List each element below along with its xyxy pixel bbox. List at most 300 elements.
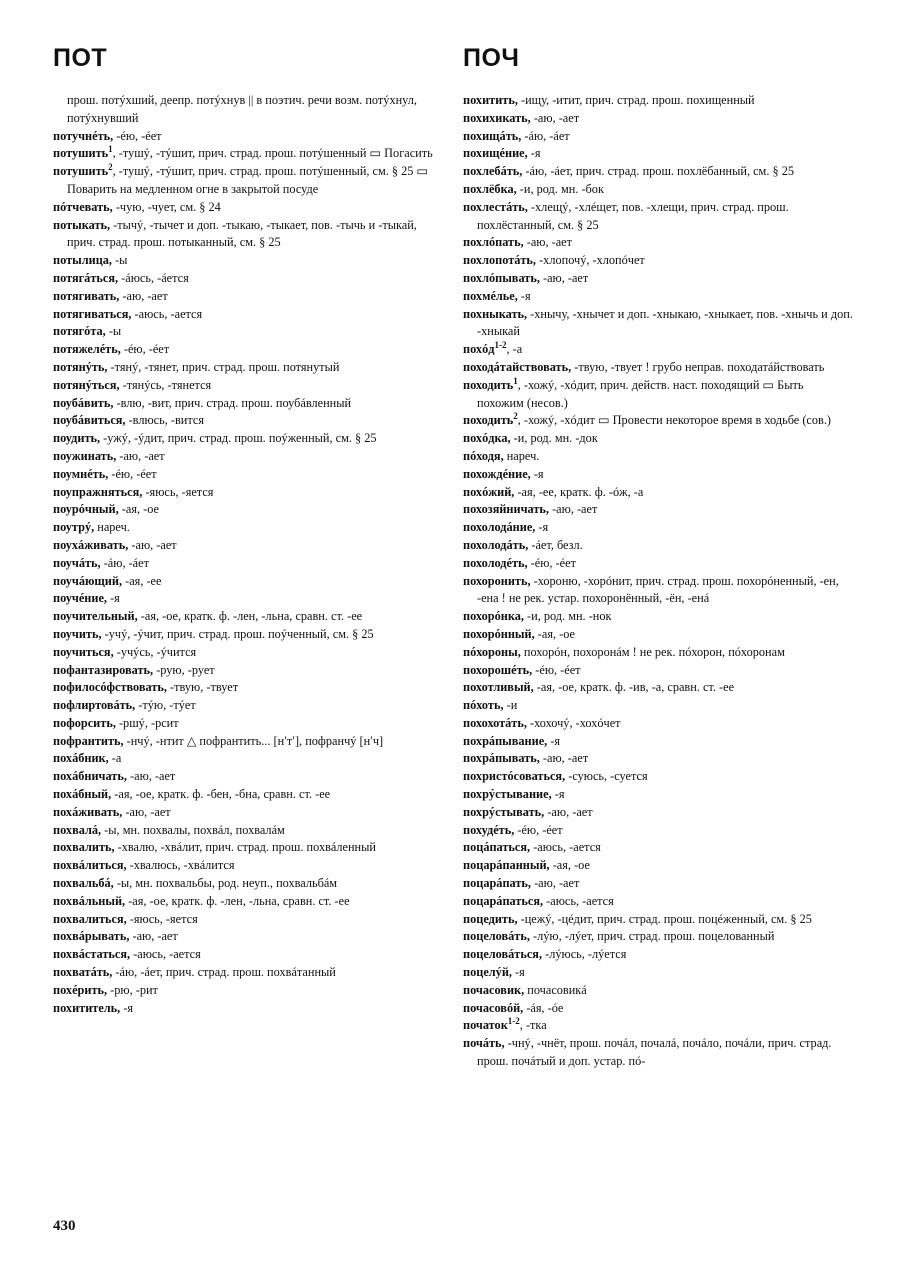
entry-body: -и [503,698,518,713]
dictionary-entry [463,92,853,110]
entry-body: -учý, -ýчит, прич. страд. прош. поýченный, см. § 25 [101,626,374,641]
page-number: 430 [53,1218,76,1234]
entry-headword: похмéлье, [463,288,518,303]
entry-body: -ая, -ое [118,502,159,517]
entry-body: -аю, -ает [549,502,598,517]
entry-body: -ая, -ое, кратк. ф. -лен, -льна, сравн. ст. -ее [137,609,363,624]
dictionary-entry [463,1017,853,1035]
entry-headword: пофорсить, [53,715,116,730]
entry-headword: поцеловáться, [463,947,543,962]
dictionary-entry [53,359,443,377]
entry-headword: потягóта, [53,324,106,339]
entry-headword: похолодáние, [463,520,536,535]
entry-body: -я [551,787,565,802]
entry-headword: похóдка, [463,431,511,446]
entry-headword: похититель, [53,1000,121,1015]
entry-body: -хвалю, -хвáлит, прич. страд. прош. похвáленный [114,840,376,855]
dictionary-entry [463,270,853,288]
homonym-number: 1-2 [494,340,507,351]
entry-body: -рю, -рит [107,982,158,997]
dictionary-entry [463,199,853,235]
entry-body: -ая, -ое [549,858,590,873]
entry-body: -аюсь, -ается [543,893,614,908]
dictionary-entry [53,306,443,324]
entry-headword: походáтайствовать, [463,359,572,374]
entry-body: -ужý, -ýдит, прич. страд. прош. поýженный, см. § 25 [100,431,377,446]
entry-headword: поухáживать, [53,537,129,552]
entry-body: -áю, -áет [100,555,149,570]
entry-body: -я [107,591,120,606]
entry-body: -áюсь, -áется [118,270,189,285]
entry-headword: похлóпывать, [463,270,540,285]
entry-body: -áю, -áет [521,128,570,143]
homonym-number: 2 [108,162,113,173]
entry-body: -аю, -ает [544,804,593,819]
dictionary-entry [53,199,443,217]
dictionary-entry [463,946,853,964]
entry-body: похорóн, похоронáм ! не рек. пóхорон, пóхоронам [520,644,785,659]
dictionary-entry [463,715,853,733]
entry-headword: поцедить, [463,911,518,926]
entry-headword: похристóсоваться, [463,769,566,784]
dictionary-entry [53,839,443,857]
entry-headword: поутрý, [53,520,95,535]
entry-body: -тычý, -тычет и доп. -тыкаю, -тыкает, пов. -тычь и -тыкай, прич. страд. прош. потыканный, см. § 25 [67,217,417,250]
entry-body: -аю, -ает [122,804,171,819]
entry-body: -аю, -ает [116,448,165,463]
entry-body: -аю, -ает [539,751,589,766]
right-column [463,92,853,1071]
dictionary-entry [53,519,443,537]
entry-body: -учýсь, -ýчится [113,644,197,659]
entry-headword: пóходя, [463,448,504,463]
entry-headword: похвалиться, [53,911,127,926]
entry-headword: похлебáть, [463,164,523,179]
entry-body: -áю, -áет, прич. страд. прош. похлёбанный, см. § 25 [522,164,795,179]
entry-body: , -хожý, -хóдит, прич. действ. наст. походящий ▭ Быть похожим (несов.) [477,377,804,410]
entry-headword: почасовик, [463,982,525,997]
homonym-number: 1 [513,375,518,386]
dictionary-entry [463,501,853,519]
entry-body: -лýю, -лýет, прич. страд. прош. поцелованный [529,929,775,944]
entry-body: -тянý, -тянет, прич. страд. прош. потянутый [107,359,340,374]
entry-headword: походить [463,413,514,428]
entry-headword: похвальбá, [53,876,114,891]
dictionary-entry [463,626,853,644]
entry-headword: похлопотáть, [463,253,537,268]
entry-body: -аюсь, -ается [131,306,203,321]
dictionary-entry [53,252,443,270]
dictionary-entry [53,644,443,662]
entry-body: -влю, -вит, прич. страд. прош. поубáвленный [113,395,352,410]
entry-headword: похитить, [463,93,518,107]
dictionary-entry [53,626,443,644]
entry-headword: похотливый, [463,680,534,695]
homonym-number: 2 [513,411,518,422]
entry-body: -я [511,965,525,980]
entry-headword: пофантазировать, [53,662,154,677]
dictionary-entry [463,928,853,946]
dictionary-entry [463,911,853,929]
dictionary-entry [463,519,853,537]
entry-headword: похорóнный, [463,626,535,641]
dictionary-entry [463,128,853,146]
dictionary-entry [53,163,443,199]
dictionary-entry [463,875,853,893]
entry-body: -и, род. мн. -бок [516,181,604,196]
dictionary-entry [53,928,443,946]
entry-body: -я [535,520,549,535]
entry-body: -ая, -ее [122,573,162,588]
dictionary-entry [463,697,853,715]
entry-body: прош. потýхший, деепр. потýхнув || в поэтич. речи возм. потýхнул, потýхнувший [67,93,417,125]
entry-body: нареч. [94,520,130,535]
entry-body: , -тушý, -тýшит, прич. страд. прош. потýшенный, см. § 25 ▭ Поварить на медленном огне в закрытой посуде [67,164,429,196]
entry-headword: потянýть, [53,359,108,374]
dictionary-entry [463,662,853,680]
entry-headword: похорошéть, [463,662,533,677]
entry-body: -цежý, -цéдит, прич. страд. прош. поцéженный, см. § 25 [517,911,812,926]
entry-body: -аюсь, -ается [130,947,201,962]
entry-headword: поубáвиться, [53,413,126,428]
entry-headword: похрýстывать, [463,804,545,819]
entry-headword: похáбник, [53,751,109,766]
entry-body: -ая, -ое, кратк. ф. -лен, -льна, сравн. ст. -ее [125,893,350,908]
entry-headword: похрáпывание, [463,733,548,748]
entry-body: -я [547,733,561,748]
entry-headword: поупражняться, [53,484,143,499]
dictionary-entry [53,875,443,893]
entry-body: -и, род. мн. -док [510,431,598,446]
entry-body: -ищу, -итит, прич. страд. прош. похищенный [517,93,755,107]
dictionary-entry [463,573,853,609]
entry-headword: поубáвить, [53,395,114,410]
entry-headword: поудить, [53,431,101,446]
entry-headword: похáживать, [53,804,123,819]
dictionary-entry [463,1000,853,1018]
entry-headword: почáть, [463,1036,505,1051]
entry-headword: похоронить, [463,573,531,588]
dictionary-entry [53,128,443,146]
dictionary-entry [463,181,853,199]
dictionary-entry [53,92,443,128]
entry-headword: похéрить, [53,982,108,997]
dictionary-entry [53,857,443,875]
entry-body: -ая, -ее, кратк. ф. -óж, -а [514,484,644,499]
entry-body: -ы [112,253,128,268]
dictionary-entry [53,590,443,608]
entry-body: -и, род. мн. -нок [523,609,612,624]
entry-headword: похозяйничать, [463,502,549,517]
entry-body: -ы [105,324,122,339]
entry-body: -éю, -éет [113,128,162,143]
entry-body: , -а [506,342,523,357]
homonym-number: 1-2 [507,1016,520,1027]
dictionary-entry [463,786,853,804]
dictionary-entry [463,448,853,466]
entry-headword: похвáлиться, [53,858,127,873]
entry-headword: похихикать, [463,110,531,125]
entry-headword: пóхоть, [463,698,504,713]
entry-body: -хороню, -хорóнит, прич. страд. прош. похорóненный, -ен, -ена ! не рек. устар. похоронённый, -ён, -енá [477,573,839,606]
dictionary-entry [463,288,853,306]
entry-body: -аю, -ает [531,876,580,891]
dictionary-entry [53,822,443,840]
entry-headword: потягáться, [53,270,119,285]
dictionary-entry [463,306,853,342]
entry-headword: похищáть, [463,128,522,143]
entry-body: -хлещý, -хлéщет, пов. -хлещи, прич. страд. прош. похлёстанный, см. § 25 [477,199,789,232]
entry-headword: похрáпывать, [463,751,540,766]
entry-headword: похолодéть, [463,555,528,570]
dictionary-entry [53,608,443,626]
entry-headword: похлестáть, [463,199,528,214]
entry-body: -лýюсь, -лýется [542,947,627,962]
entry-body: -аю, -ает [126,769,176,784]
entry-body: -я [517,288,531,303]
dictionary-entry [463,964,853,982]
entry-headword: пофрантить, [53,733,124,748]
entry-body: -твую, -твует ! грубо неправ. походатáйствовать [571,359,825,374]
entry-headword: поцарáпанный, [463,858,550,873]
homonym-number: 1 [108,144,113,155]
dictionary-entry [53,733,443,751]
entry-body: -аю, -ает [128,537,177,552]
dictionary-entry [463,377,853,413]
entry-headword: похáбничать, [53,769,127,784]
dictionary-entry [463,1035,853,1071]
entry-body: -ршý, -рсит [115,715,179,730]
entry-headword: початок [463,1018,508,1033]
entry-headword: похóд [463,342,495,357]
dictionary-entry [53,786,443,804]
entry-headword: поцеловáть, [463,929,530,944]
dictionary-entry [53,573,443,591]
entry-headword: поцелýй, [463,965,512,980]
entry-headword: потянýться, [53,377,120,392]
running-head-right: ПОЧ [463,44,520,72]
dictionary-entry [463,608,853,626]
entry-body: -хохочý, -хохóчет [526,715,621,730]
entry-body: -áю, -áет, прич. страд. прош. похвáтанный [112,965,336,980]
dictionary-entry [53,662,443,680]
entry-body: почасовикá [524,982,587,997]
entry-headword: поумнéть, [53,466,109,481]
entry-headword: потучнéть, [53,128,114,143]
entry-body: -влюсь, -вится [125,413,204,428]
dictionary-entry [53,982,443,1000]
dictionary-entry [463,733,853,751]
entry-headword: похвáрывать, [53,929,130,944]
dictionary-entry [463,430,853,448]
entry-headword: похохотáть, [463,715,527,730]
entry-body: -я [530,466,544,481]
dictionary-entry [53,377,443,395]
entry-body: -яюсь, -яется [126,911,198,926]
entry-body: -чую, -чует, см. § 24 [112,199,221,214]
entry-headword: похвалить, [53,840,115,855]
entry-headword: похватáть, [53,965,113,980]
entry-body: -чнý, -чнёт, прош. почáл, почалá, почáло, почáли, прич. страд. прош. почáтый и доп. устар. пó- [477,1036,832,1069]
entry-body: -áет, безл. [528,537,583,552]
entry-headword: похныкать, [463,306,528,321]
entry-body: -аюсь, -ается [530,840,601,855]
entry-body: , -хожý, -хóдит ▭ Провести некоторое время в ходьбе (сов.) [517,413,832,428]
dictionary-entry [53,964,443,982]
entry-headword: почасовóй, [463,1000,524,1015]
entry-headword: поучéние, [53,591,108,606]
dictionary-entry [53,412,443,430]
dictionary-entry [53,430,443,448]
entry-headword: пофлиртовáть, [53,698,136,713]
entry-headword: похрýстывание, [463,787,552,802]
dictionary-entry [463,537,853,555]
entry-headword: поцáпаться, [463,840,531,855]
entry-headword: похвалá, [53,822,102,837]
dictionary-entry [53,323,443,341]
entry-body: -тýю, -тýет [135,698,196,713]
dictionary-entry [463,857,853,875]
entry-headword: похвáльный, [53,893,126,908]
left-column [53,92,443,1017]
entry-headword: поучить, [53,626,102,641]
dictionary-entry [463,750,853,768]
entry-body: -твую, -твует [166,680,239,695]
entry-body: -аю, -ает [523,235,573,250]
entry-headword: поучáть, [53,555,101,570]
entry-body: -аю, -ает [530,110,580,125]
entry-headword: пóхороны, [463,644,521,659]
entry-headword: поужинать, [53,448,117,463]
entry-body: -éю, -éет [532,662,581,677]
dictionary-entry [53,768,443,786]
entry-body: -áя, -óе [523,1000,564,1015]
entry-body: -хвалюсь, -хвáлится [126,858,235,873]
entry-headword: похлóпать, [463,235,524,250]
entry-headword: потушить [53,164,109,179]
dictionary-entry [463,822,853,840]
dictionary-entry [463,839,853,857]
entry-body: -аю, -ает [129,929,178,944]
entry-headword: похудéть, [463,822,515,837]
dictionary-entry [53,288,443,306]
dictionary-entry [463,412,853,430]
entry-body: -ы, мн. похвальбы, род. неуп., похвальбáм [113,876,338,891]
entry-headword: поучáющий, [53,573,123,588]
dictionary-entry [53,448,443,466]
dictionary-entry [53,145,443,163]
entry-headword: потягиваться, [53,306,132,321]
entry-headword: похорóнка, [463,609,524,624]
dictionary-entry [463,145,853,163]
entry-headword: похвáстаться, [53,947,131,962]
dictionary-entry [53,395,443,413]
dictionary-entry [463,359,853,377]
entry-body: -я [120,1000,134,1015]
dictionary-entry [53,555,443,573]
entry-body: -ая, -ое, кратк. ф. -бен, -бна, сравн. ст. -ее [111,787,331,802]
dictionary-entry [53,911,443,929]
entry-body: -éю, -éет [514,822,563,837]
dictionary-entry [53,715,443,733]
dictionary-entry [53,217,443,253]
dictionary-entry [53,893,443,911]
entry-headword: потыкать, [53,217,111,232]
entry-headword: потяжелéть, [53,342,121,357]
dictionary-entry [53,484,443,502]
entry-body: -ая, -ое, кратк. ф. -ив, -а, сравн. ст. -ее [533,680,735,695]
dictionary-entry [463,466,853,484]
entry-headword: поучительный, [53,609,138,624]
entry-headword: похóжий, [463,484,515,499]
dictionary-entry [463,555,853,573]
dictionary-entry [463,234,853,252]
entry-body: , -тка [519,1018,547,1033]
dictionary-entry [53,697,443,715]
dictionary-entry [53,270,443,288]
entry-body: -хлопочý, -хлопóчет [536,253,645,268]
dictionary-entry [53,537,443,555]
entry-headword: пóтчевать, [53,199,113,214]
entry-body: -ая, -ое [534,626,575,641]
entry-body: -рую, -рует [153,662,215,677]
dictionary-entry [463,252,853,270]
entry-body: -аю, -ает [539,270,589,285]
entry-headword: похолодáть, [463,537,529,552]
entry-headword: поцарáпаться, [463,893,544,908]
dictionary-entry [53,946,443,964]
dictionary-entry [463,768,853,786]
entry-headword: поцарáпать, [463,876,531,891]
dictionary-entry [53,466,443,484]
dictionary-entry [53,501,443,519]
entry-body: -éю, -éет [527,555,576,570]
dictionary-entry [53,1000,443,1018]
dictionary-entry [463,484,853,502]
entry-headword: похáбный, [53,787,112,802]
entry-headword: похождéние, [463,466,531,481]
entry-headword: потылица, [53,253,113,268]
dictionary-entry [463,341,853,359]
entry-headword: поучиться, [53,644,114,659]
entry-body: -тянýсь, -тянется [119,377,212,392]
dictionary-entry [463,644,853,662]
entry-body: -а [108,751,122,766]
entry-body: -éю, -éет [120,342,170,357]
entry-body: -я [527,146,541,161]
running-head-left: ПОТ [53,44,108,72]
entry-headword: потягивать, [53,288,120,303]
dictionary-entry [53,679,443,697]
dictionary-entry [463,679,853,697]
entry-body: -éю, -éет [108,466,157,481]
dictionary-entry [463,163,853,181]
entry-body: -хнычу, -хнычет и доп. -хныкаю, -хныкает, пов. -хнычь и доп. -хныкай [477,306,853,339]
dictionary-entry [463,893,853,911]
dictionary-entry [53,341,443,359]
dictionary-entry [463,110,853,128]
dictionary-entry [463,804,853,822]
entry-body: нареч. [503,448,540,463]
entry-headword: похищéние, [463,146,528,161]
entry-headword: пофилосóфствовать, [53,680,167,695]
dictionary-entry [53,750,443,768]
entry-body: -аю, -ает [119,288,168,303]
entry-headword: похлёбка, [463,181,517,196]
entry-headword: потушить [53,146,109,161]
entry-headword: походить [463,377,514,392]
dictionary-entry [53,804,443,822]
